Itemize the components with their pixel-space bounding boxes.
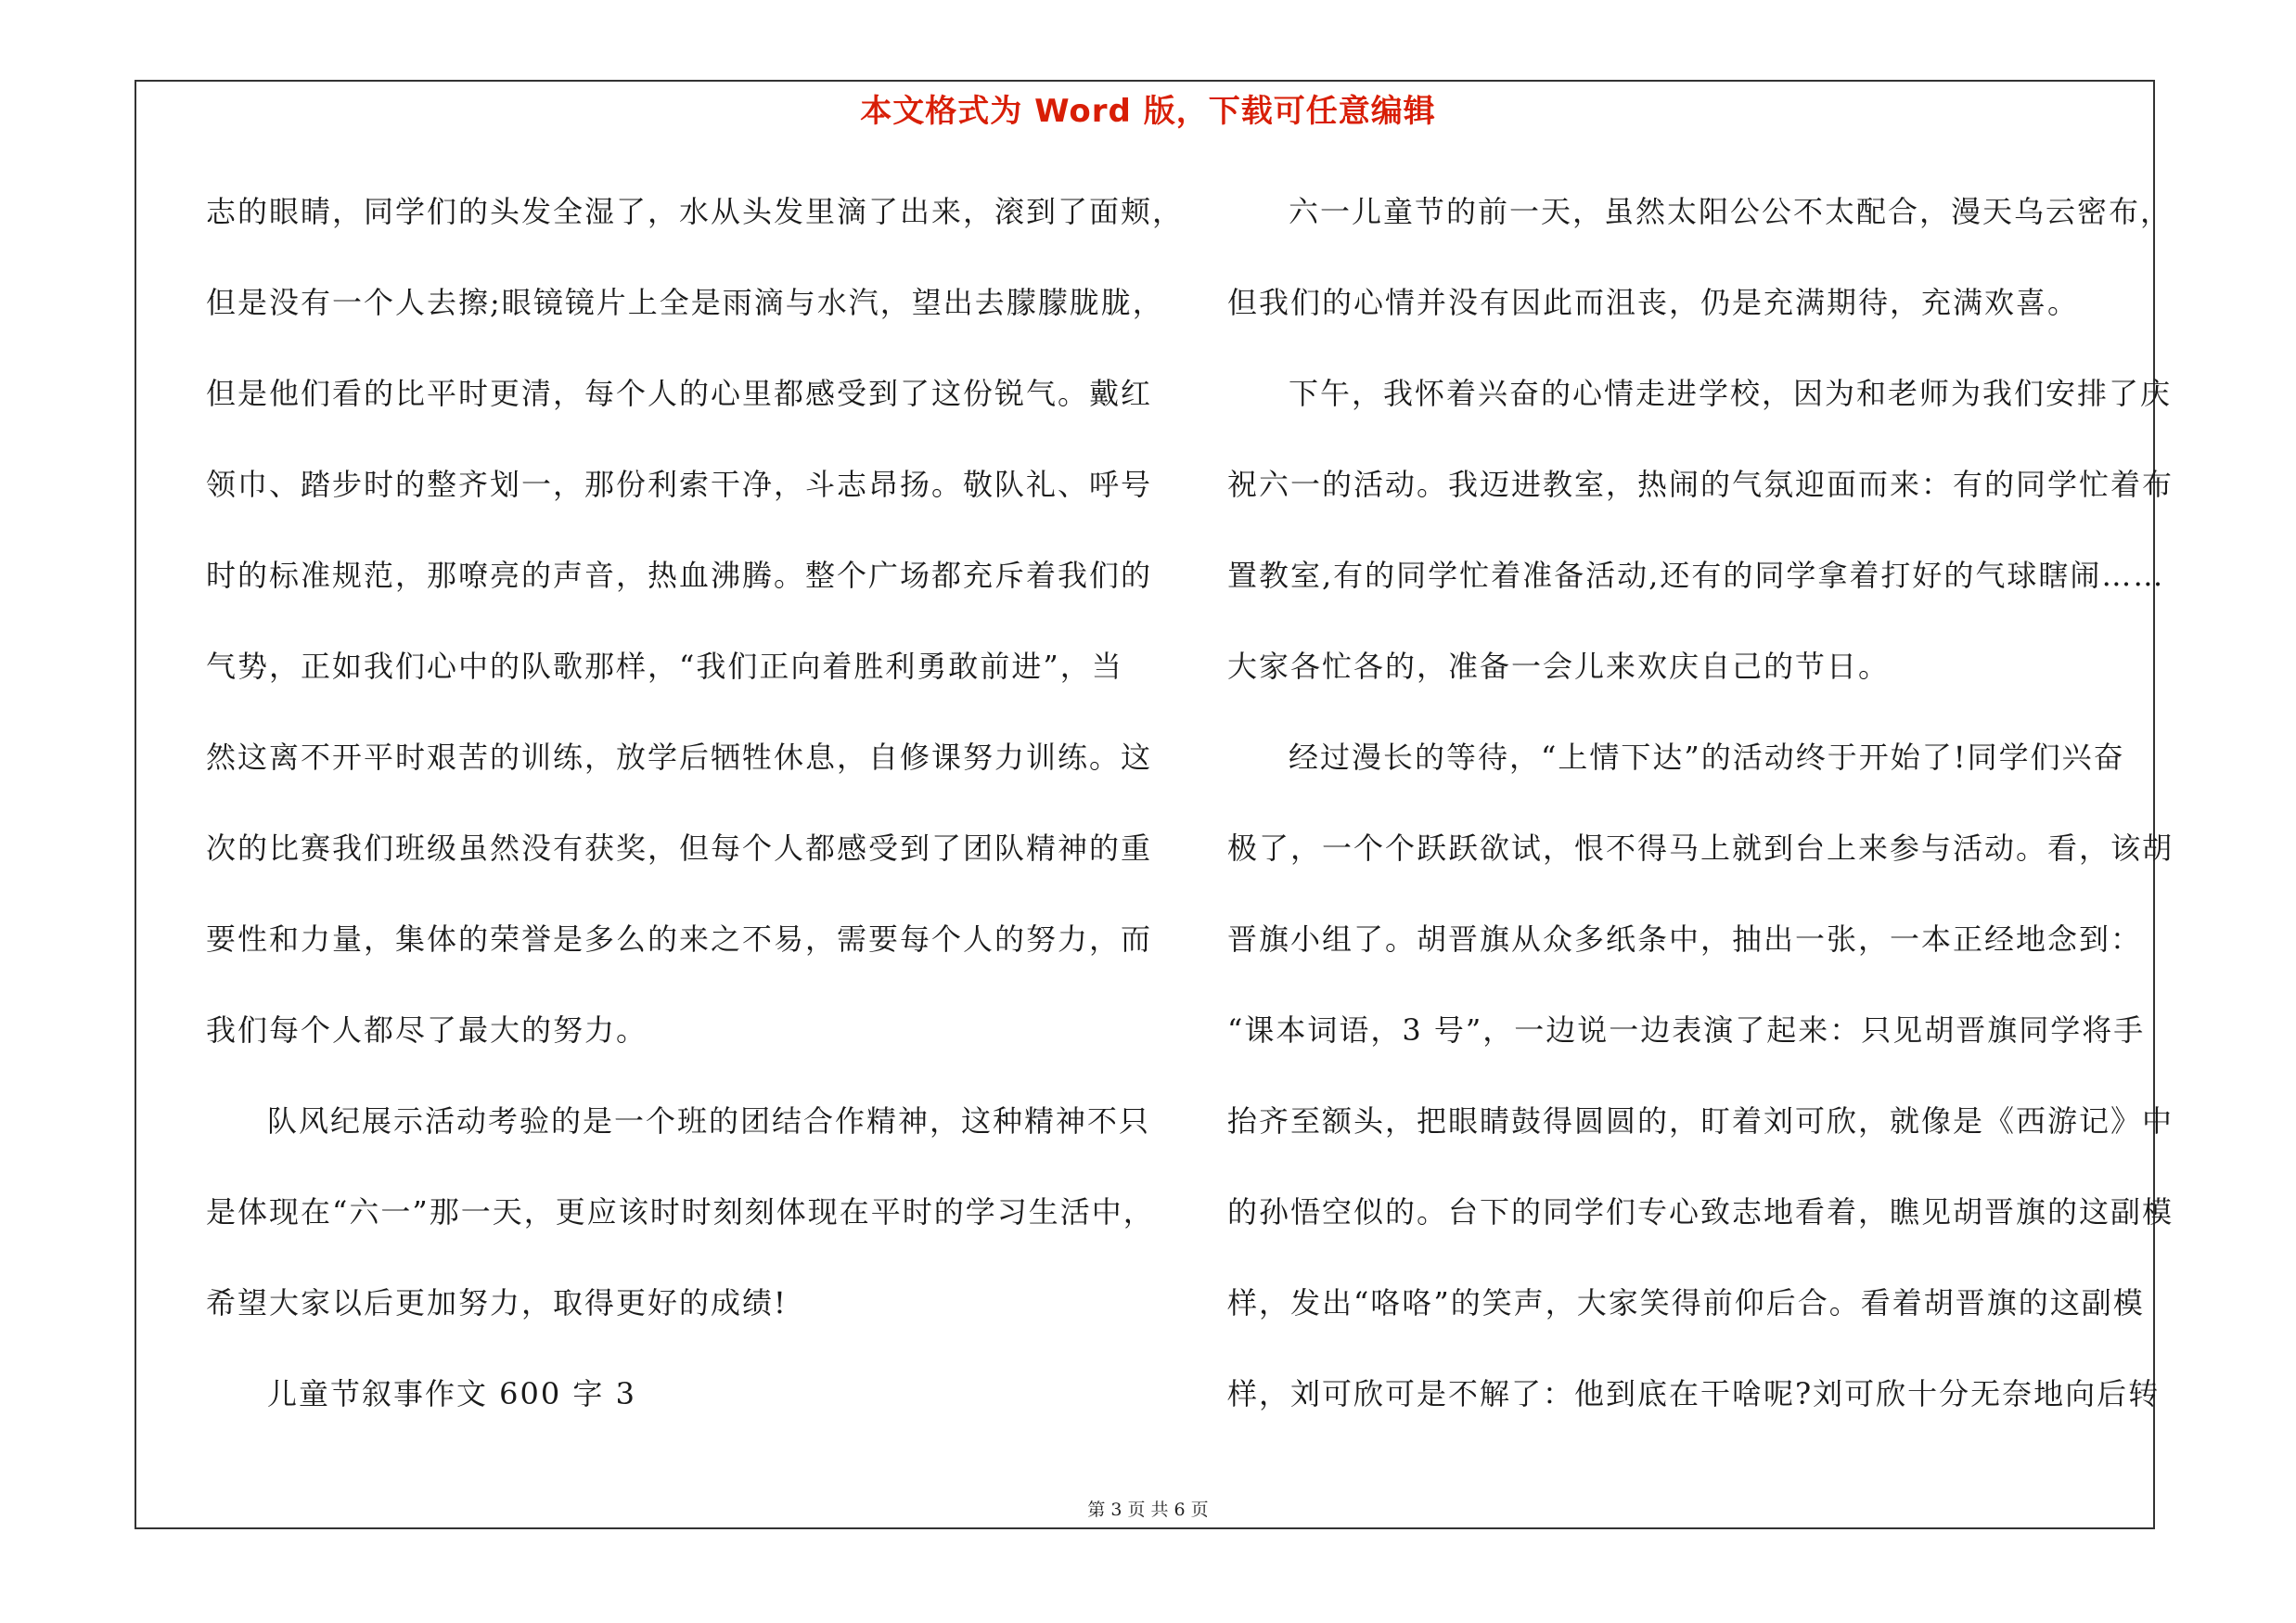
text-line: 然这离不开平时艰苦的训练，放学后牺牲休息，自修课努力训练。这 xyxy=(206,740,1153,775)
text-line: “课本词语，3 号”，一边说一边表演了起来：只见胡晋旗同学将手 xyxy=(1227,1012,2146,1048)
text-line: 是体现在“六一”那一天，更应该时时刻刻体现在平时的学习生活中， xyxy=(206,1194,1155,1230)
text-line: 时的标准规范，那嘹亮的声音，热血沸腾。整个广场都充斥着我们的 xyxy=(206,558,1153,593)
text-line: 晋旗小组了。胡晋旗从众多纸条中，抽出一张，一本正经地念到： xyxy=(1227,921,2143,957)
paragraph-start-line: 六一儿童节的前一天，虽然太阳公公不太配合，漫天乌云密布， xyxy=(1289,194,2173,229)
paragraph-start-line: 经过漫长的等待，“上情下达”的活动终于开始了!同学们兴奋 xyxy=(1289,740,2125,775)
text-line: 抬齐至额头，把眼睛鼓得圆圆的，盯着刘可欣，就像是《西游记》中 xyxy=(1227,1103,2174,1139)
text-line: 领巾、踏步时的整齐划一，那份利索干净，斗志昂扬。敬队礼、呼号 xyxy=(206,467,1153,502)
paragraph-start-line: 队风纪展示活动考验的是一个班的团结合作精神，这种精神不只 xyxy=(267,1103,1151,1139)
text-line: 的孙悟空似的。台下的同学们专心致志地看着，瞧见胡晋旗的这副模 xyxy=(1227,1194,2174,1230)
left-column xyxy=(206,184,1185,1457)
text-line: 但是没有一个人去擦;眼镜镜片上全是雨滴与水汽，望出去朦朦胧胧， xyxy=(206,285,1164,320)
page-number: 第 3 页 共 6 页 xyxy=(1087,1500,1209,1520)
text-line: 大家各忙各的，准备一会儿来欢庆自己的节日。 xyxy=(1227,649,1891,684)
section-heading: 儿童节叙事作文 600 字 3 xyxy=(267,1376,636,1411)
text-line: 置教室,有的同学忙着准备活动,还有的同学拿着打好的气球瞎闹…… xyxy=(1227,558,2165,593)
text-line: 希望大家以后更加努力，取得更好的成绩! xyxy=(206,1285,788,1320)
text-line: 样，刘可欣可是不解了：他到底在干啥呢?刘可欣十分无奈地向后转 xyxy=(1227,1376,2161,1411)
text-line: 次的比赛我们班级虽然没有获奖，但每个人都感受到了团队精神的重 xyxy=(206,831,1153,866)
document-banner: 本文格式为 Word 版，下载可任意编辑 xyxy=(860,93,1436,130)
text-line: 志的眼睛，同学们的头发全湿了，水从头发里滴了出来，滚到了面颊， xyxy=(206,194,1185,229)
right-column xyxy=(1227,184,2174,1457)
text-line: 我们每个人都尽了最大的努力。 xyxy=(206,1012,648,1048)
text-line: 极了，一个个跃跃欲试，恨不得马上就到台上来参与活动。看，该胡 xyxy=(1227,831,2174,866)
text-line: 但是他们看的比平时更清，每个人的心里都感受到了这份锐气。戴红 xyxy=(206,376,1153,411)
text-line: 要性和力量，集体的荣誉是多么的来之不易，需要每个人的努力，而 xyxy=(206,921,1153,957)
text-line: 气势，正如我们心中的队歌那样，“我们正向着胜利勇敢前进”，当 xyxy=(206,649,1123,684)
text-line: 祝六一的活动。我迈进教室，热闹的气氛迎面而来：有的同学忙着布 xyxy=(1227,467,2174,502)
paragraph-start-line: 下午，我怀着兴奋的心情走进学校，因为和老师为我们安排了庆 xyxy=(1289,376,2173,411)
text-line: 但我们的心情并没有因此而沮丧，仍是充满期待，充满欢喜。 xyxy=(1227,285,2080,320)
text-line: 样，发出“咯咯”的笑声，大家笑得前仰后合。看着胡晋旗的这副模 xyxy=(1227,1285,2145,1320)
